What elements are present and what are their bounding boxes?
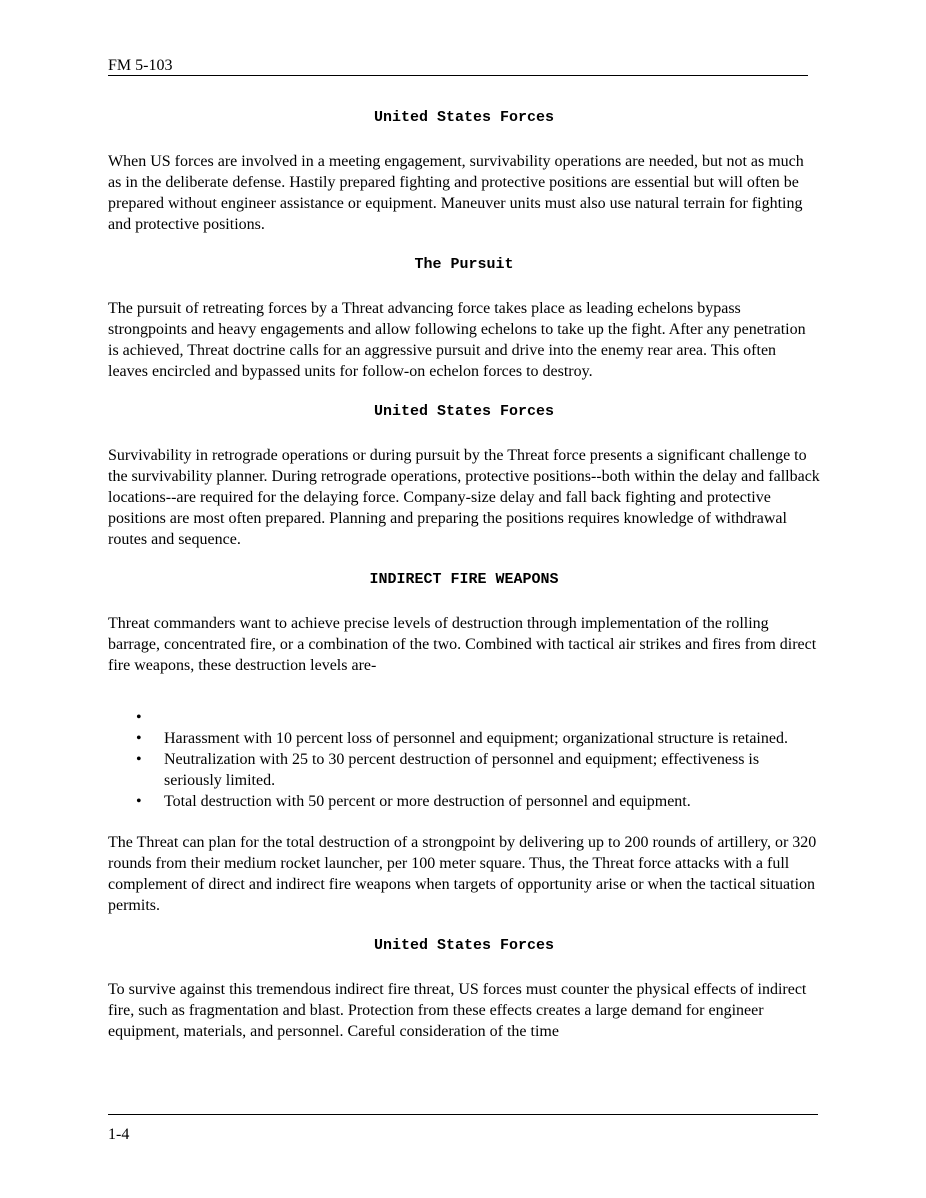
footer-divider [108,1114,818,1115]
section-paragraph: To survive against this tremendous indirect fire threat, US forces must counter the physical effects of indirect fire, such as fragmentation and blast. Protection from these effects creates a large demand for engineer equipment, materials, and personnel. Careful consideration of the time [108,981,807,1040]
bullet-icon: • [136,730,142,747]
section-heading: The Pursuit [414,256,514,273]
destruction-levels-list [108,707,820,812]
list-item-text: Neutralization with 25 to 30 percent destruction of personnel and equipment; effectiveness is seriously limited. [164,751,760,789]
list-item [108,791,820,812]
bullet-icon: • [136,793,142,810]
list-item-text: Harassment with 10 percent loss of personnel and equipment; organizational structure is retained. [164,730,788,747]
page-body [108,108,820,1042]
section-paragraph: The pursuit of retreating forces by a Threat advancing force takes place as leading echelons bypass strongpoints and heavy engagements and allow following echelons to take up the fight. After any penetration is achieved, Threat doctrine calls for an aggressive pursuit and drive into the enemy rear area. This often leaves encircled and bypassed units for follow-on echelon forces to destroy. [108,300,806,380]
section-paragraph: When US forces are involved in a meeting engagement, survivability operations are needed, but not as much as in the deliberate defense. Hastily prepared fighting and protective positions are essential but will often be prepared without engineer assistance or equipment. Maneuver units must also use natural terrain for fighting and protective positions. [108,153,804,233]
section-paragraph: Threat commanders want to achieve precise levels of destruction through implementation of the rolling barrage, concentrated fire, or a combination of the two. Combined with tactical air strikes and fires from direct fire weapons, these destruction levels are- [108,615,817,674]
list-item [108,728,820,749]
section-heading: United States Forces [373,109,555,126]
section-paragraph: Survivability in retrograde operations or during pursuit by the Threat force presents a significant challenge to the survivability planner. During retrograde operations, protective positions--both within the delay and fallback locations--are required for the delaying force. Company-size delay and fall back fighting and protective positions are most often prepared. Planning and preparing the positions requires knowledge of withdrawal routes and sequence. [108,447,820,548]
page-footer [108,1114,818,1144]
list-item [108,707,820,728]
document-id: FM 5-103 [108,57,173,74]
page-number: 1-4 [108,1126,130,1143]
section-heading: INDIRECT FIRE WEAPONS [369,571,559,588]
page-header [108,56,808,76]
list-item-text: Total destruction with 50 percent or more destruction of personnel and equipment. [164,793,691,810]
bullet-icon: • [136,709,142,726]
section-heading: United States Forces [373,937,555,954]
section-heading: United States Forces [373,403,555,420]
section-paragraph: The Threat can plan for the total destruction of a strongpoint by delivering up to 200 rounds of artillery, or 320 rounds from their medium rocket launcher, per 100 meter square. Thus, the Threat force attacks with a full complement of direct and indirect fire weapons when targets of opportunity arise or when the tactical situation permits. [108,834,817,914]
list-item [108,749,820,791]
bullet-icon: • [136,751,142,768]
